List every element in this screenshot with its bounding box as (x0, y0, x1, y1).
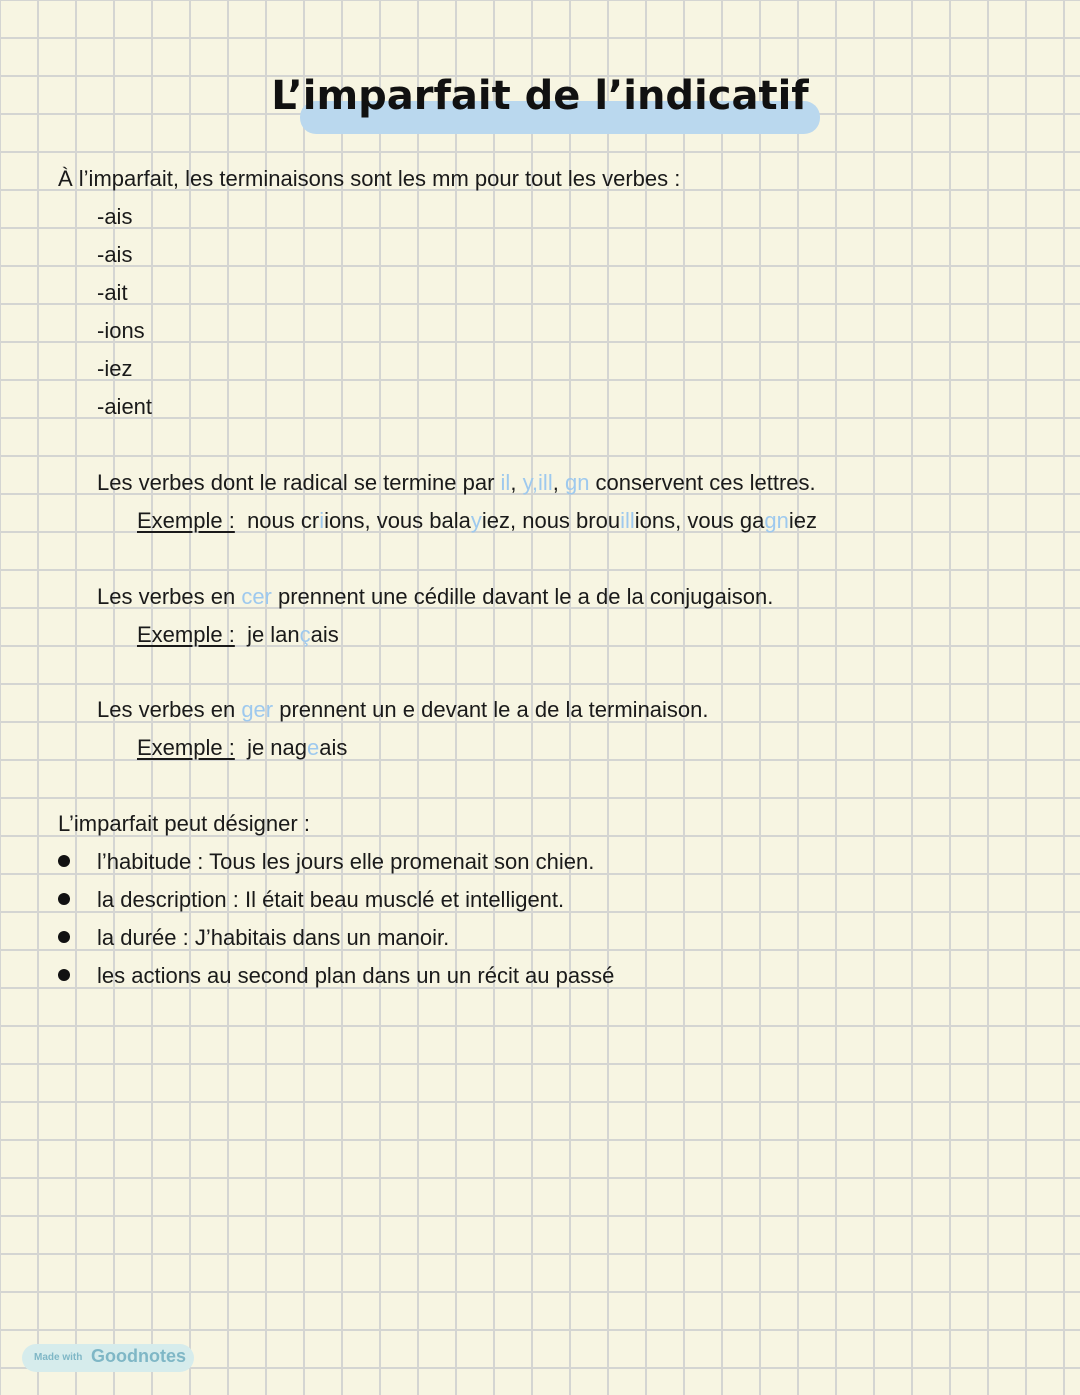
rule-ger: Les verbes en ger prennent un e devant le a de la terminaison. (97, 697, 709, 722)
highlight-y-ill: y,ill (522, 470, 553, 495)
ending-item: -ions (97, 318, 145, 343)
highlight-cer: cer (241, 584, 272, 609)
bullet-icon (58, 893, 70, 905)
rule-cer: Les verbes en cer prennent une cédille davant le a de la conjugaison. (97, 584, 774, 609)
usage-item: l’habitude : Tous les jours elle promenait son chien. (97, 849, 595, 874)
usage-item: la description : Il était beau musclé et intelligent. (97, 887, 565, 912)
bullet-icon (58, 931, 70, 943)
ending-item: -ais (97, 204, 133, 229)
highlight-gn: gn (564, 470, 590, 495)
made-with-label: Made with (34, 1352, 83, 1363)
usage-heading: L’imparfait peut désigner : (58, 811, 310, 836)
bullet-icon (58, 855, 70, 867)
bullet-icon (58, 969, 70, 981)
example-label: Exemple : (137, 508, 235, 533)
usage-item: les actions au second plan dans un un récit au passé (97, 963, 615, 988)
example-cer: Exemple : je lançais (137, 622, 339, 647)
intro-text: À l’imparfait, les terminaisons sont les mm pour tout les verbes : (58, 166, 681, 191)
page-title: L’imparfait de l’indicatif (271, 73, 809, 119)
ending-item: -aient (97, 394, 153, 419)
highlight-ger: ger (241, 697, 274, 722)
ending-item: -iez (97, 356, 133, 381)
usage-item: la durée : J’habitais dans un manoir. (97, 925, 450, 950)
example-label: Exemple : (137, 735, 235, 760)
example-radical: Exemple : nous criions, vous balayiez, nous brouillions, vous gagniez (137, 508, 817, 533)
ending-item: -ais (97, 242, 133, 267)
highlight-il: il (500, 470, 511, 495)
example-label: Exemple : (137, 622, 235, 647)
rule-radical: Les verbes dont le radical se termine par il, y,ill, gn conservent ces lettres. (97, 470, 816, 495)
example-ger: Exemple : je nageais (137, 735, 348, 760)
ending-item: -ait (97, 280, 128, 305)
goodnotes-logo: Goodnotes (91, 1346, 186, 1366)
